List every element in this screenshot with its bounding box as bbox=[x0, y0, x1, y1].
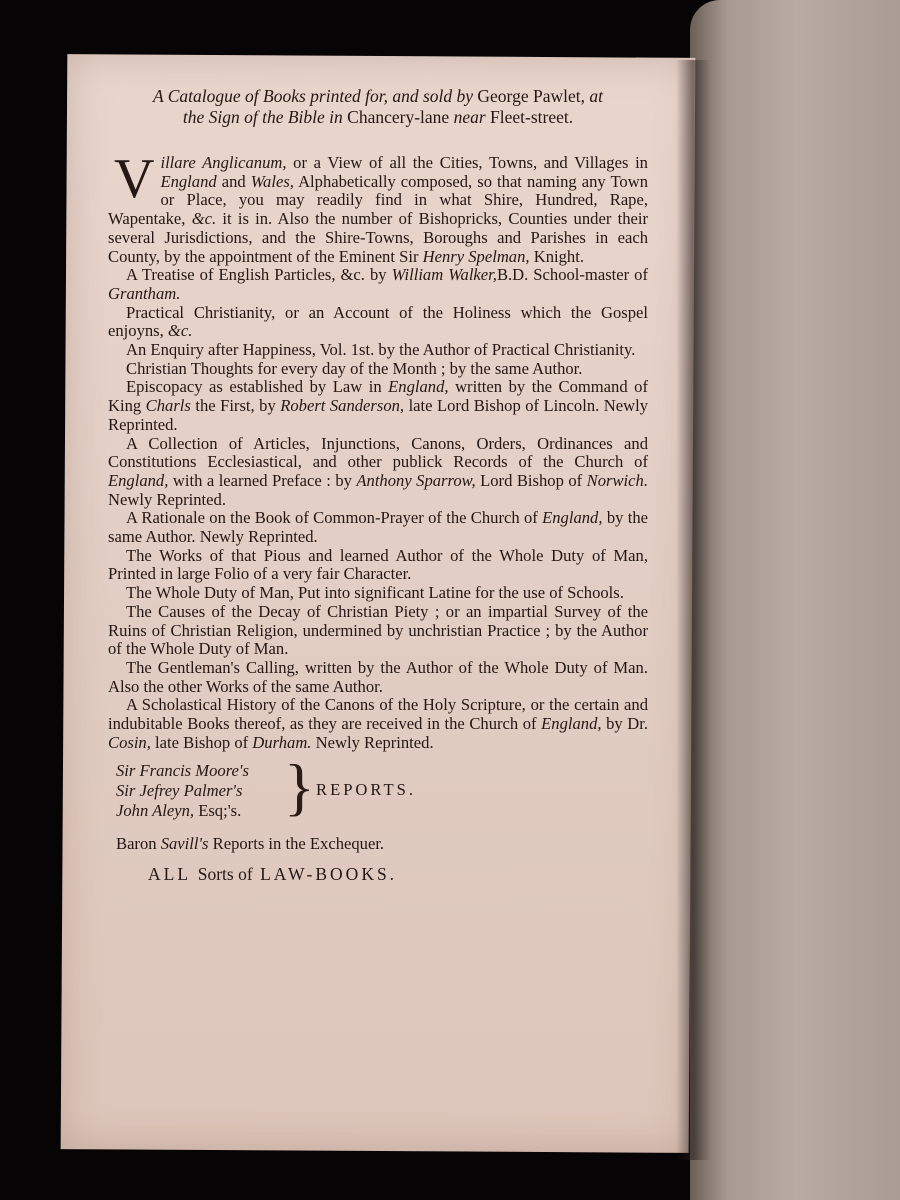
catalogue-entries bbox=[108, 148, 649, 753]
catalogue-header bbox=[108, 86, 648, 128]
catalogue-entry-villare: Villare Anglicanum, or a View of all the Cities, Towns, and Villages in England and Wales, Alphabetically composed, so that naming any Town or Place, you may readily find in what Shire, Hundred, Rape, Wapentake, &c. it is in. Also the number of Bishopricks, Counties under their several Jurisdictions, and the Shire-Towns, Boroughs and Parishes in each County, by the appointment of the Eminent Sir Henry Spelman, Knight. bbox=[108, 148, 649, 266]
catalogue-entry: A Scholastical History of the Canons of the Holy Scripture, or the certain and indubitable Books thereof, as they are received in the Church of England, by Dr. Cosin, late Bishop of Durham. Newly Reprinted. bbox=[108, 695, 649, 752]
catalogue-entry: The Works of that Pious and learned Author of the Whole Duty of Man, Printed in large Folio of a very fair Character. bbox=[108, 545, 648, 584]
catalogue-entry: A Collection of Articles, Injunctions, Canons, Orders, Ordinances and Constitutions Ecclesiastical, and other publick Records of the Church of England, with a learned Preface : by Anthony Sparrow, Lord Bishop of Norwich. Newly Reprinted. bbox=[108, 433, 648, 509]
catalogue-entry: The Causes of the Decay of Christian Piety ; or an impartial Survey of the Ruins of Christian Religion, undermined by unchristian Practice ; by the Author of the Whole Duty of Man. bbox=[108, 601, 648, 659]
catalogue-entry: Practical Christianity, or an Account of the Holiness which the Gospel enjoyns, &c. bbox=[108, 302, 648, 341]
header-publisher: George Pawlet, bbox=[477, 86, 585, 106]
all-sorts-line: ALL Sorts of LAW-BOOKS. bbox=[148, 864, 398, 885]
reports-label: REPORTS. bbox=[316, 779, 417, 799]
page-text bbox=[108, 86, 648, 884]
report-name: John Aleyn, bbox=[116, 800, 195, 820]
catalogue-entry: Episcopacy as established by Law in England, written by the Command of King Charls the First, by Robert Sanderson, late Lord Bishop of Lincoln. Newly Reprinted. bbox=[108, 377, 648, 434]
header-line2-c: Chancery-lane bbox=[347, 107, 450, 127]
header-line2-a: the Sign of the Bible bbox=[182, 107, 325, 127]
catalogue-entry: Christian Thoughts for every day of the Month ; by the same Author. bbox=[126, 358, 583, 378]
catalogue-entry: The Gentleman's Calling, written by the Author of the Whole Duty of Man. Also the other Works of the same Author. bbox=[108, 657, 648, 696]
drop-cap: V bbox=[114, 148, 155, 210]
header-line2-e: Fleet-street. bbox=[490, 107, 574, 127]
catalogue-entry: A Treatise of English Particles, &c. by William Walker,B.D. School-master of Grantham. bbox=[108, 265, 648, 303]
catalogue-entry: The Whole Duty of Man, Put into significant Latine for the use of Schools. bbox=[126, 583, 624, 603]
report-name-tail: Esq;'s. bbox=[198, 800, 242, 820]
header-line2-d: near bbox=[453, 107, 486, 127]
report-name: Sir Francis Moore's bbox=[116, 760, 249, 780]
header-line1-italic: A Catalogue of Books printed for, and sold by bbox=[153, 86, 474, 106]
facing-page bbox=[690, 0, 900, 1200]
header-line2-b: in bbox=[329, 107, 343, 127]
reports-names bbox=[116, 761, 249, 821]
catalogue-entry: A Rationale on the Book of Common-Prayer of the Church of England, by the same Author. Newly Reprinted. bbox=[108, 508, 648, 547]
book-gutter bbox=[676, 60, 710, 1160]
header-line1-tail: at bbox=[589, 86, 603, 106]
curly-brace: } bbox=[284, 750, 315, 822]
catalogue-entry: An Enquiry after Happiness, Vol. 1st. by the Author of Practical Christianity. bbox=[126, 340, 636, 360]
report-name: Sir Jefrey Palmer's bbox=[116, 780, 243, 800]
reports-group bbox=[116, 750, 648, 823]
baron-savill-entry: Baron Savill's Reports in the Exchequer. bbox=[116, 833, 385, 853]
